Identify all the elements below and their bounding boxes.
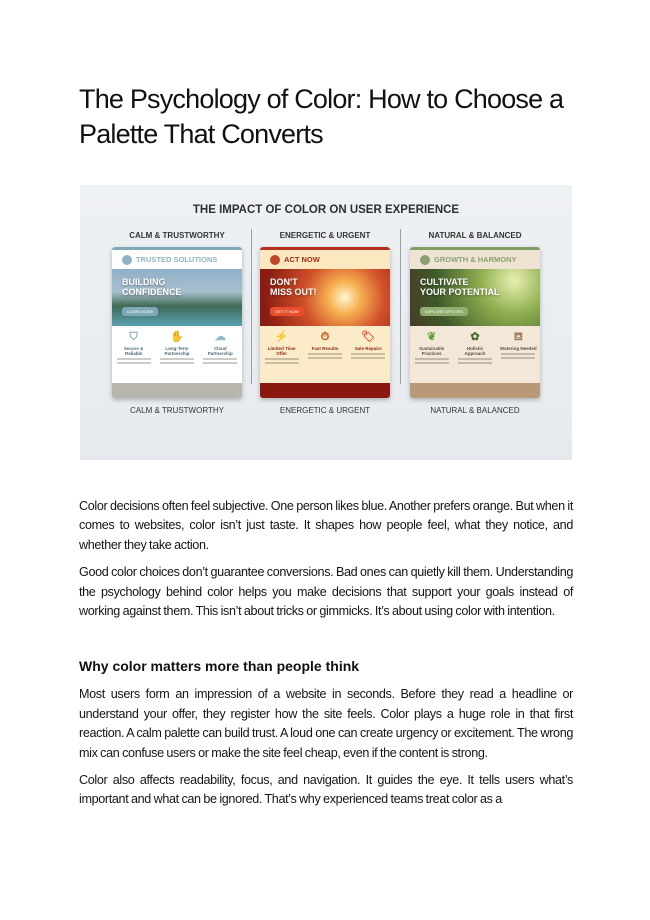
infographic-title: THE IMPACT OF COLOR ON USER EXPERIENCE — [192, 204, 460, 216]
flame-icon — [270, 255, 280, 265]
card-headline: BUILDING — [122, 277, 166, 287]
card-headline: DON'T — [270, 277, 298, 287]
shield-check-icon: ⛉ — [129, 331, 138, 343]
natural-card — [410, 247, 540, 398]
shield-icon — [122, 255, 132, 265]
lightning-icon: ⚡ — [274, 331, 289, 343]
divider — [400, 229, 401, 384]
feature-label: Cloud Partnership — [207, 346, 233, 356]
section-paragraph: Most users form an impression of a website in seconds. Before they read a headline or understand your offer, they register how the site feels. Color plays a huge role in that first reaction. A calm palette can build trust. A loud one can create urgency or excitement. The wrong mix can confuse users or make the site feel cheap, even if the content is strong. — [79, 687, 573, 760]
card-button: EXPLORE OPTIONS — [420, 307, 468, 316]
page-title: The Psychology of Color: How to Choose a Palette That Converts — [79, 84, 564, 149]
tag-icon: 🏷 — [361, 331, 376, 343]
color-impact-infographic — [80, 185, 572, 460]
column-footer-label: ENERGETIC & URGENT — [279, 406, 371, 415]
card-header: ACT NOW — [284, 255, 320, 264]
feature-label: Fast Results — [311, 346, 339, 351]
cloud-icon: ☁ — [214, 331, 226, 343]
section-paragraph: Color also affects readability, focus, and navigation. It guides the eye. It tells users what’s important and what can be ignored. That’s why experienced teams treat color as a — [79, 773, 573, 807]
card-headline: CONFIDENCE — [122, 287, 182, 297]
calm-card — [112, 247, 242, 398]
energetic-card — [260, 247, 390, 398]
card-button: LEARN MORE — [122, 307, 158, 316]
section-heading: Why color matters more than people think — [79, 658, 360, 675]
feature-label: Holistic Approach — [464, 346, 486, 356]
card-header: GROWTH & HARMONY — [434, 255, 517, 264]
handshake-icon: ✋ — [170, 331, 184, 343]
intro-paragraph: Color decisions often feel subjective. One person likes blue. Another prefers orange. But when it comes to websites, color isn’t just taste. It shapes how people feel, what they notice, and whether they take action. — [79, 499, 573, 552]
watering-can-icon: ⛾ — [513, 331, 523, 343]
feature-label: Sustainable Practices — [419, 346, 445, 356]
divider — [251, 229, 252, 384]
column-label: NATURAL & BALANCED — [428, 231, 522, 240]
column-label: ENERGETIC & URGENT — [279, 231, 371, 240]
feature-label: Long-Term Partnership — [164, 346, 190, 356]
card-header: TRUSTED SOLUTIONS — [136, 255, 218, 264]
column-footer-label: NATURAL & BALANCED — [430, 406, 520, 415]
feature-label: Sale Repairs — [354, 346, 382, 351]
leaf-circle-icon — [420, 255, 430, 265]
feature-label: Secure & Reliable — [123, 346, 144, 356]
intro-paragraph: Good color choices don’t guarantee conversions. Bad ones can quietly kill them. Understanding the psychology behind color helps you make decisions that support your goals instead of working against them. This isn’t about tricks or gimmicks. It’s about using color with intention. — [79, 565, 573, 619]
document-body — [79, 0, 573, 810]
column-label: CALM & TRUSTWORTHY — [129, 231, 225, 240]
feature-label: Limited Time Offer — [267, 346, 296, 356]
leaf-icon: ❦ — [427, 331, 437, 343]
card-headline: CULTIVATE — [420, 277, 469, 287]
stopwatch-icon: ⏱ — [320, 331, 330, 343]
card-headline: YOUR POTENTIAL — [420, 287, 500, 297]
card-headline: MISS OUT! — [270, 287, 317, 297]
sprout-icon: ✿ — [470, 331, 480, 343]
feature-label: Watering Needed — [500, 346, 537, 351]
card-button: GET IT NOW — [270, 307, 304, 316]
column-footer-label: CALM & TRUSTWORTHY — [130, 406, 224, 415]
